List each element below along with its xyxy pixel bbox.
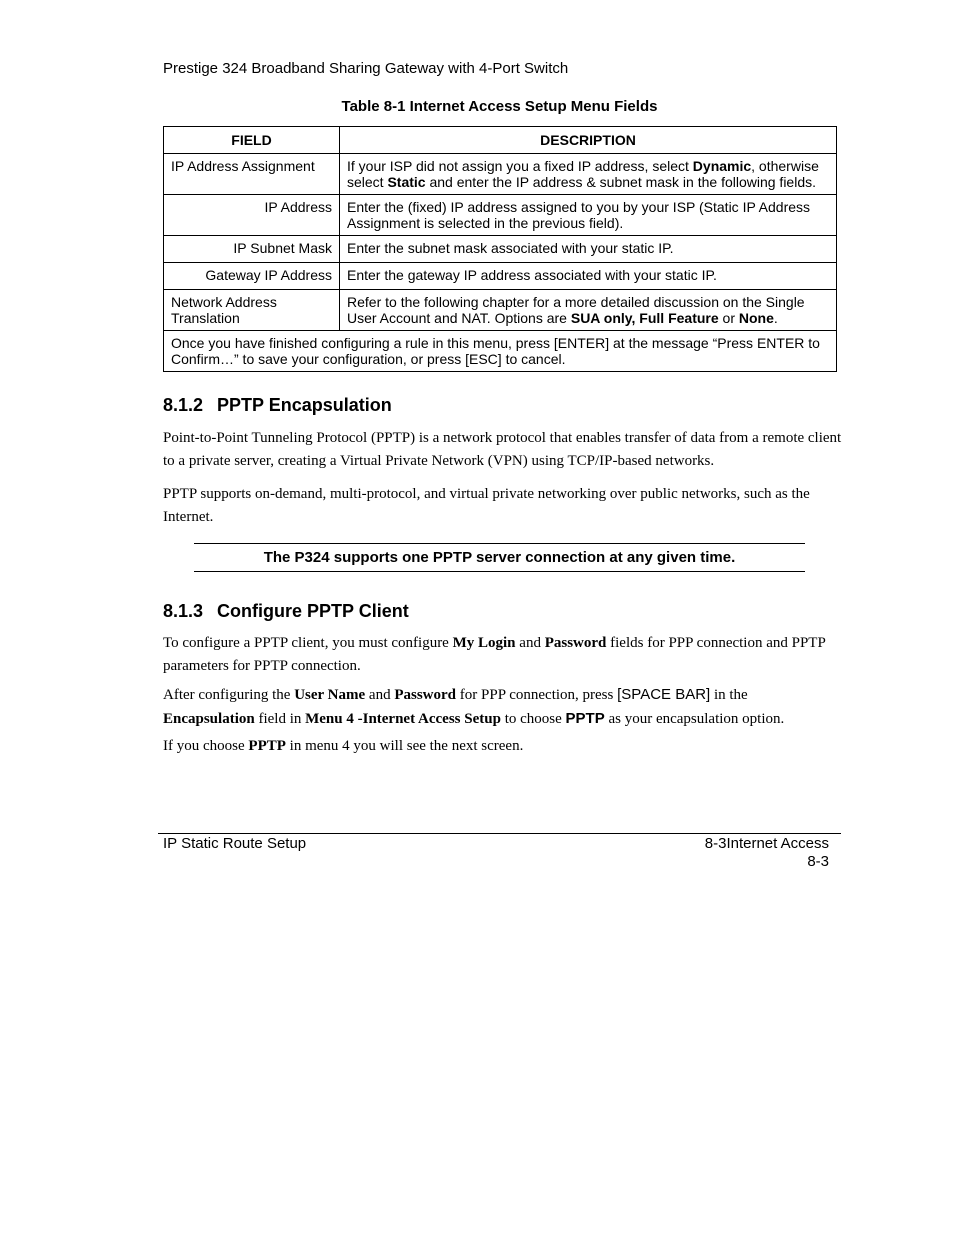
section-title: PPTP Encapsulation [217, 395, 392, 415]
text-run: and enter the IP address & subnet mask in the following fields. [425, 174, 817, 190]
text-run: and [515, 635, 545, 651]
column-header-field: FIELD [164, 127, 340, 154]
section-title: Configure PPTP Client [217, 601, 409, 621]
table-footer-row [164, 331, 837, 372]
description-cell [340, 154, 837, 195]
text-run: To configure a PPTP client, you must configure [163, 635, 453, 651]
section-heading-configure-pptp-client [163, 601, 409, 622]
text-run: Enter the gateway IP address associated with your static IP. [347, 267, 717, 283]
table-row [164, 236, 837, 263]
bold-text: Dynamic [692, 158, 752, 174]
column-header-description: DESCRIPTION [340, 127, 837, 154]
note-box: The P324 supports one PPTP server connection at any given time. [194, 543, 805, 572]
bold-text: SUA only, Full Feature [570, 310, 719, 326]
table-row [164, 195, 837, 236]
bold-text: None [738, 310, 774, 326]
text-run: . [773, 310, 778, 326]
text-run: , otherwise select [347, 158, 819, 190]
footer-divider [158, 833, 841, 834]
text-run: for PPP connection, press [456, 687, 618, 703]
paragraph: Point-to-Point Tunneling Protocol (PPTP) is a network protocol that enables transfer of data from a remote client to a private server, creating a Virtual Private Network (VPN) using TCP/IP-based networks. [163, 430, 842, 469]
paragraph [163, 735, 843, 758]
bold-text: Password [544, 635, 607, 651]
field-cell: Gateway IP Address [164, 263, 340, 290]
text-run: and [365, 687, 395, 703]
footer-right [705, 835, 829, 871]
table-footer-note: Once you have finished configuring a rule in this menu, press [ENTER] at the message “Press ENTER to Confirm…” to save your configuration, or press [ESC] to cancel. [164, 331, 837, 372]
paragraph [163, 683, 843, 731]
running-header: Prestige 324 Broadband Sharing Gateway with 4-Port Switch [163, 60, 569, 77]
bold-text: PPTP [248, 738, 286, 754]
fields-table [163, 126, 837, 372]
field-cell: Network Address Translation [164, 290, 340, 331]
footer-left: IP Static Route Setup [163, 835, 307, 852]
text-run: [SPACE BAR] [617, 686, 711, 703]
text-run: field in [254, 711, 306, 727]
bold-text: Password [394, 687, 457, 703]
field-cell: IP Subnet Mask [164, 236, 340, 263]
text-run: Enter the (fixed) IP address assigned to you by your ISP (Static IP Address Assignment is selected in the previous field). [347, 199, 811, 231]
text-run: If you choose [163, 738, 249, 754]
table-row [164, 290, 837, 331]
table-row [164, 263, 837, 290]
text-run: fields for PPP connection and PPTP parameters for PPTP connection. [163, 635, 826, 674]
text-run: in the [710, 687, 748, 703]
paragraph [163, 632, 843, 678]
table-caption: Table 8-1 Internet Access Setup Menu Fields [341, 98, 658, 115]
text-run: as your encapsulation option. [604, 711, 785, 727]
bold-text: User Name [294, 687, 366, 703]
description-cell [340, 290, 837, 331]
section-heading-pptp-encapsulation [163, 395, 392, 416]
text-run: or [718, 310, 739, 326]
description-cell [340, 263, 837, 290]
section-number: 8.1.2 [163, 395, 204, 415]
section-number: 8.1.3 [163, 601, 204, 621]
field-cell: IP Address Assignment [164, 154, 340, 195]
bold-text: Encapsulation [163, 711, 255, 727]
text-run: in menu 4 you will see the next screen. [285, 738, 524, 754]
text-run: If your ISP did not assign you a fixed IP address, select [347, 158, 693, 174]
description-cell [340, 195, 837, 236]
text-run: to choose [500, 711, 566, 727]
table-header-row [164, 127, 837, 154]
footer-page-number: 8-3 [807, 853, 829, 870]
text-run: After configuring the [163, 687, 295, 703]
bold-text: Static [387, 174, 426, 190]
bold-text: My Login [452, 635, 516, 651]
text-run: Refer to the following chapter for a more detailed discussion on the Single User Account and NAT. Options are [347, 294, 805, 326]
bold-text: Menu 4 -Internet Access Setup [305, 711, 501, 727]
field-cell: IP Address [164, 195, 340, 236]
description-cell [340, 236, 837, 263]
bold-text: PPTP [565, 710, 605, 727]
text-run: Enter the subnet mask associated with your static IP. [347, 240, 674, 256]
paragraph: PPTP supports on-demand, multi-protocol, and virtual private networking over public networks, such as the Internet. [163, 486, 810, 525]
table-row [164, 154, 837, 195]
footer-right-line: 8-3Internet Access [704, 835, 829, 852]
